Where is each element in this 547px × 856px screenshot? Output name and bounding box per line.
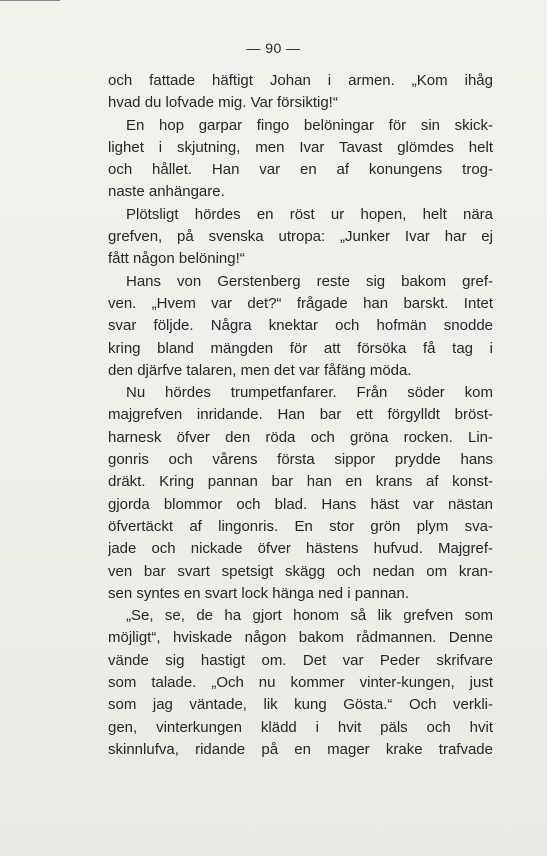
text-line: lighet i skjutning, men Ivar Tavast glömdes helt xyxy=(108,138,493,156)
text-line: naste anhängare. xyxy=(108,183,225,201)
text-line: harnesk öfver den röda och gröna rocken. Lin- xyxy=(108,428,493,446)
text-line: och fattade häftigt Johan i armen. „Kom ihåg xyxy=(108,72,493,89)
text-line: kring bland mängden för att försöka få tag i xyxy=(108,339,493,357)
text-line: sen syntes en svart lock hänga ned i pannan. xyxy=(108,584,410,602)
text-line: Nu hördes trumpetfanfarer. Från söder kom xyxy=(126,384,493,402)
text-line: den djärfve talaren, men det var fåfäng möda. xyxy=(108,361,412,379)
scan-edge-rule xyxy=(0,0,60,1)
text-line: ven. „Hvem var det?“ frågade han barskt. Intet xyxy=(108,294,493,312)
text-line: skinnlufva, ridande på en mager krake trafvade xyxy=(108,740,493,758)
text-line: möjligt“, hviskade någon bakom rådmannen. Denne xyxy=(108,629,493,647)
text-line: gonris och vårens första sippor prydde hans xyxy=(108,451,493,469)
text-line: och hållet. Han var en af konungens trog- xyxy=(108,161,493,179)
text-line: gjorda blommor och blad. Hans häst var nästan xyxy=(108,495,493,513)
text-line: En hop garpar fingo belöningar för sin skick- xyxy=(126,116,493,134)
text-line: som talade. „Och nu kommer vinter-kungen, just xyxy=(108,674,493,692)
text-line: dräkt. Kring pannan bar han en krans af konst- xyxy=(108,473,493,491)
text-line: grefven, på svenska utropa: „Junker Ivar har ej xyxy=(108,228,493,246)
text-line: svar följde. Några knektar och hofmän snodde xyxy=(108,317,493,335)
text-line: Plötsligt hördes en röst ur hopen, helt nära xyxy=(126,205,493,223)
text-line: Hans von Gerstenberg reste sig bakom gref- xyxy=(126,272,493,290)
text-line: majgrefven inridande. Han bar ett förgylldt bröst- xyxy=(108,406,493,424)
text-line: jade och nickade öfver hästens hufvud. Majgref- xyxy=(108,540,493,558)
text-line: hvad du lofvade mig. Var försiktig!“ xyxy=(108,94,338,112)
text-line: ven bar svart spetsigt skägg och nedan om kran- xyxy=(108,562,493,580)
text-line: fått någon belöning!“ xyxy=(108,250,245,268)
text-line: vände sig hastigt om. Det var Peder skrifvare xyxy=(108,651,493,669)
text-line: „Se, se, de ha gjort honom så lik grefven som xyxy=(126,607,493,625)
page-number: — 90 — xyxy=(246,40,301,56)
body-text xyxy=(108,70,493,761)
text-line: gen, vinterkungen klädd i hvit päls och hvit xyxy=(108,718,493,736)
text-line: öfvertäckt af lingonris. En stor grön plym sva- xyxy=(108,517,493,535)
text-line: som jag väntade, lik kung Gösta.“ Och verkli- xyxy=(108,696,493,714)
